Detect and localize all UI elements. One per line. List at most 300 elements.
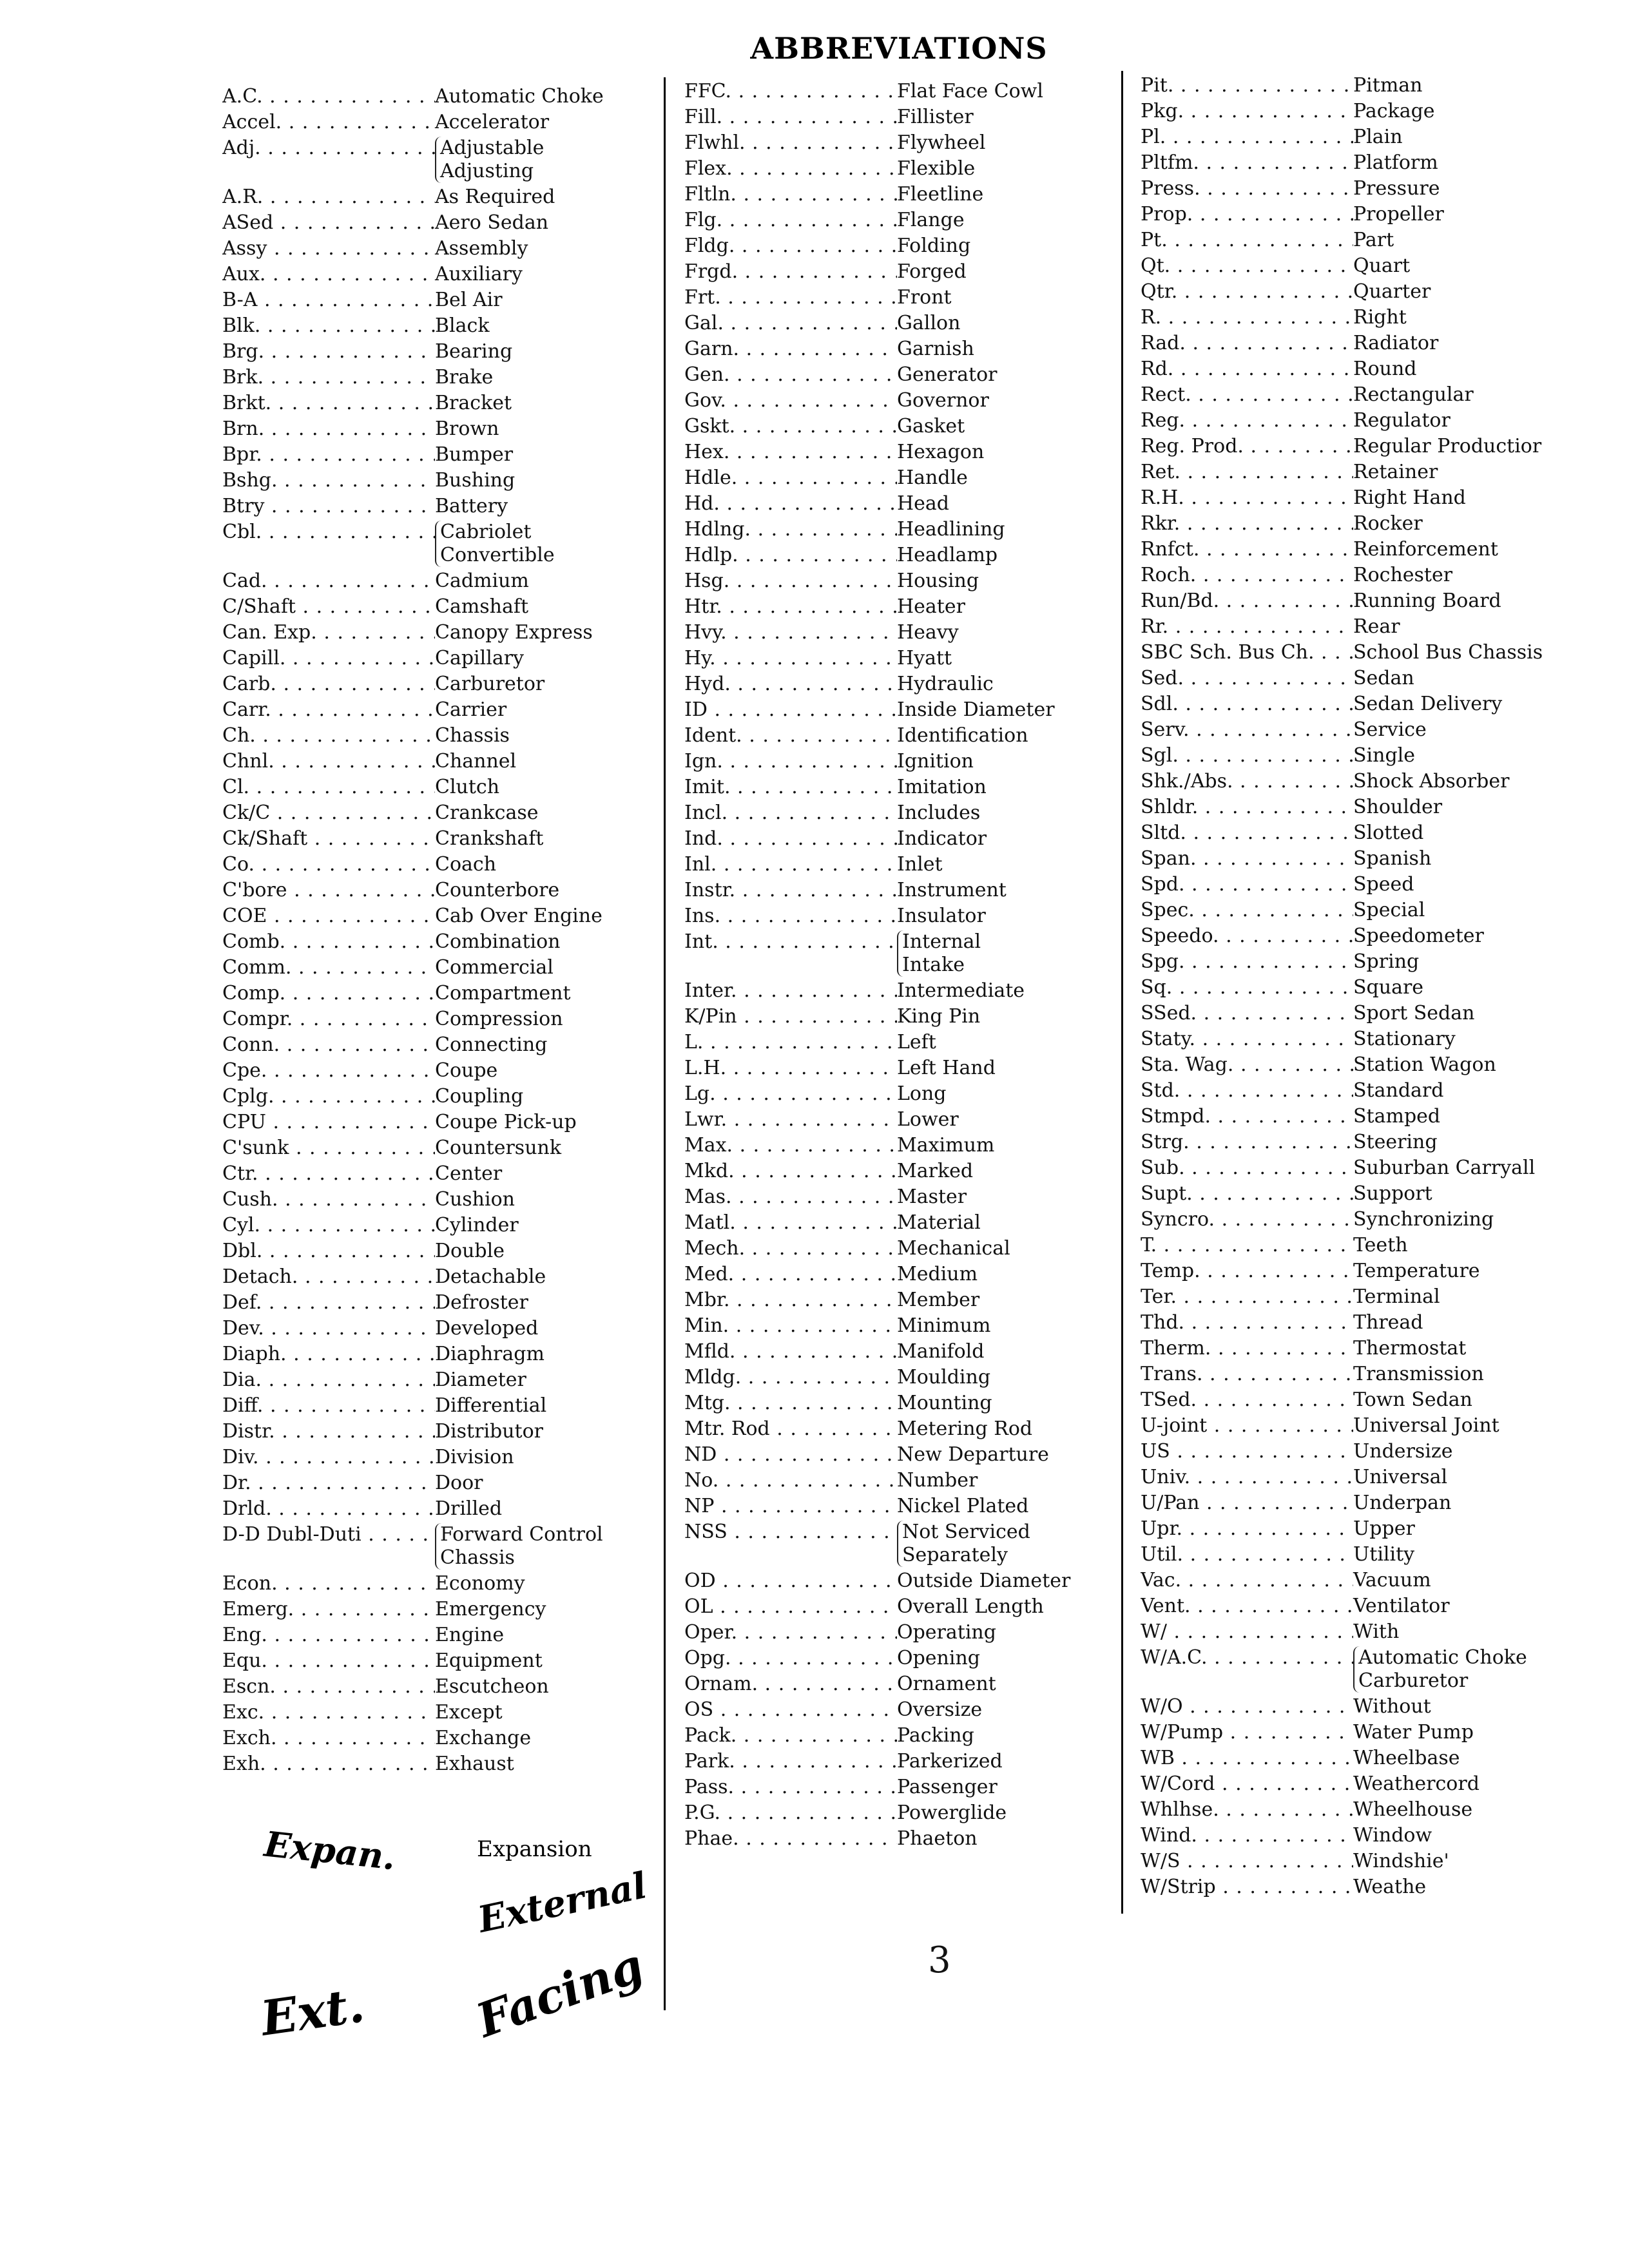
abbreviation-term: Lg. . . . — [684, 1082, 897, 1106]
abbreviation-meaning: Coach — [435, 853, 497, 876]
abbreviation-definitions — [897, 647, 952, 670]
abbreviation-term: R.H. . . . — [1141, 486, 1353, 510]
abbreviation-row — [1141, 461, 1592, 484]
abbreviation-meaning: Countersunk — [435, 1137, 562, 1159]
abbreviation-term: CPU . . . — [222, 1111, 435, 1134]
abbreviation-definitions — [1353, 1105, 1440, 1128]
abbreviation-term: L.H. . . . — [684, 1057, 897, 1080]
abbreviation-definitions — [897, 1108, 959, 1131]
abbreviation-definitions — [1353, 409, 1451, 432]
abbreviation-term: No. . . . — [684, 1469, 897, 1492]
abbreviation-definitions — [435, 1497, 502, 1521]
abbreviation-row — [684, 183, 1103, 206]
abbreviation-term: L. . . . — [684, 1031, 897, 1054]
abbreviation-definitions — [435, 802, 539, 825]
abbreviation-row — [222, 879, 641, 902]
abbreviation-term: Detach. . . . — [222, 1265, 435, 1289]
abbreviation-meaning: Undersize — [1353, 1440, 1453, 1463]
abbreviation-term: Hdle. . . . — [684, 466, 897, 490]
abbreviation-row — [1141, 1721, 1592, 1744]
abbreviation-row — [222, 1188, 641, 1211]
abbreviation-row — [684, 1595, 1103, 1619]
abbreviation-term: OS . . . — [684, 1698, 897, 1722]
abbreviation-term: Mtg. . . . — [684, 1392, 897, 1415]
abbreviation-meaning: With — [1353, 1620, 1400, 1643]
abbreviation-definitions — [897, 80, 1043, 103]
abbreviation-row — [222, 211, 641, 235]
abbreviation-meaning: Automatic Choke — [1358, 1646, 1527, 1669]
abbreviation-row — [1141, 435, 1592, 458]
abbreviation-definitions — [435, 1137, 561, 1160]
abbreviation-row — [1141, 822, 1592, 845]
abbreviation-definitions — [1353, 899, 1425, 922]
abbreviation-meaning: Universal Joint — [1353, 1414, 1499, 1437]
abbreviation-term: OD . . . — [684, 1570, 897, 1593]
abbreviation-row — [1141, 255, 1592, 278]
abbreviation-column-2 — [684, 80, 1103, 1853]
abbreviation-definitions — [1353, 847, 1431, 870]
abbreviation-term: Garn. . . . — [684, 338, 897, 361]
abbreviation-term: C'bore . . . — [222, 879, 435, 902]
abbreviation-term: W/Strip . . . — [1141, 1876, 1353, 1899]
abbreviation-definitions — [435, 1265, 546, 1289]
abbreviation-definitions — [1353, 1695, 1431, 1718]
abbreviation-meaning: Spanish — [1353, 847, 1432, 870]
abbreviation-meaning: Flexible — [897, 157, 976, 180]
abbreviation-meaning: Differential — [435, 1394, 547, 1417]
abbreviation-term: Trans. . . . — [1141, 1363, 1353, 1386]
abbreviation-meaning: Compression — [435, 1008, 563, 1030]
abbreviation-meaning: Chassis — [440, 1546, 515, 1569]
abbreviation-definitions — [1353, 358, 1417, 381]
abbreviation-meaning: Medium — [897, 1263, 978, 1285]
abbreviation-term: Aux. . . . — [222, 263, 435, 286]
abbreviation-meaning: Crankcase — [435, 802, 539, 824]
abbreviation-meaning: Maximum — [897, 1134, 995, 1157]
abbreviation-term: Span. . . . — [1141, 847, 1353, 870]
abbreviation-row — [1141, 1414, 1592, 1437]
abbreviation-definitions — [897, 209, 965, 232]
abbreviation-row — [222, 443, 641, 466]
abbreviation-term: Thd. . . . — [1141, 1311, 1353, 1334]
abbreviation-meaning: School Bus Chassis — [1353, 641, 1543, 664]
abbreviation-meaning: Combination — [435, 930, 561, 953]
abbreviation-meaning: Identification — [897, 724, 1028, 747]
abbreviation-definitions — [1353, 1414, 1499, 1437]
abbreviation-definitions — [1353, 615, 1400, 639]
abbreviation-term: Compr. . . . — [222, 1008, 435, 1031]
abbreviation-meaning: Auxiliary — [435, 263, 523, 285]
abbreviation-definitions — [1353, 332, 1438, 355]
abbreviation-row — [1141, 1876, 1592, 1899]
abbreviation-term: Mas. . . . — [684, 1186, 897, 1209]
abbreviation-term: Chnl. . . . — [222, 750, 435, 773]
abbreviation-meaning: Separately — [902, 1544, 1008, 1566]
abbreviation-meaning: Flywheel — [897, 131, 986, 154]
abbreviation-meaning: Diaphragm — [435, 1343, 545, 1365]
abbreviation-row — [1141, 1517, 1592, 1541]
abbreviation-row — [222, 698, 641, 722]
abbreviation-row — [222, 1394, 641, 1418]
abbreviation-row — [1141, 1208, 1592, 1231]
abbreviation-term: Int. . . . — [684, 930, 897, 954]
abbreviation-term: Inter. . . . — [684, 979, 897, 1003]
abbreviation-term: Qt. . . . — [1141, 255, 1353, 278]
abbreviation-term: Max. . . . — [684, 1134, 897, 1157]
abbreviation-term: Cad. . . . — [222, 570, 435, 593]
abbreviation-term: Shk./Abs. . . . — [1141, 770, 1353, 793]
abbreviation-term: Hdlng. . . . — [684, 518, 897, 541]
abbreviation-row — [684, 209, 1103, 232]
abbreviation-definitions — [435, 1162, 502, 1186]
abbreviation-definitions — [897, 1392, 992, 1415]
abbreviation-term: Comb. . . . — [222, 930, 435, 954]
handwritten-facing-def: Facing — [469, 1937, 651, 2048]
abbreviation-term: Stmpd. . . . — [1141, 1105, 1353, 1128]
abbreviation-meaning: Manifold — [897, 1340, 985, 1363]
abbreviation-row — [684, 1211, 1103, 1235]
abbreviation-definitions — [435, 1343, 545, 1366]
abbreviation-meaning: Single — [1353, 744, 1416, 767]
abbreviation-definitions — [897, 1776, 998, 1799]
abbreviation-term: Sgl. . . . — [1141, 744, 1353, 767]
abbreviation-term: Dia. . . . — [222, 1369, 435, 1392]
abbreviation-meaning: Counterbore — [435, 879, 560, 901]
abbreviation-term: Cyl. . . . — [222, 1214, 435, 1237]
abbreviation-row — [1141, 203, 1592, 226]
abbreviation-term: Oper. . . . — [684, 1621, 897, 1644]
abbreviation-meaning: Service — [1353, 718, 1427, 741]
abbreviation-definitions — [897, 1082, 947, 1106]
abbreviation-term: Def. . . . — [222, 1291, 435, 1314]
handwritten-expan-abbr: Expan. — [262, 1823, 398, 1878]
abbreviation-definitions — [897, 1005, 980, 1028]
abbreviation-row — [1141, 1260, 1592, 1283]
abbreviation-meaning: Overall Length — [897, 1595, 1044, 1618]
abbreviation-term: Accel. . . . — [222, 111, 435, 134]
abbreviation-term: Ch. . . . — [222, 724, 435, 747]
abbreviation-term: Sta. Wag. . . . — [1141, 1053, 1353, 1077]
abbreviation-term: Supt. . . . — [1141, 1182, 1353, 1206]
abbreviation-definitions — [435, 595, 528, 619]
abbreviation-term: Can. Exp. . . . — [222, 621, 435, 644]
abbreviation-definitions — [897, 1698, 982, 1722]
abbreviation-definitions — [435, 853, 496, 876]
abbreviation-meaning: Coupling — [435, 1085, 524, 1108]
abbreviation-row — [684, 157, 1103, 180]
abbreviation-row — [684, 286, 1103, 309]
abbreviation-term: Reg. . . . — [1141, 409, 1353, 432]
abbreviation-term: Exc. . . . — [222, 1701, 435, 1724]
abbreviation-row — [684, 260, 1103, 284]
abbreviation-term: Roch. . . . — [1141, 564, 1353, 587]
abbreviation-meaning: Capillary — [435, 647, 525, 669]
abbreviation-term: Brk. . . . — [222, 366, 435, 389]
abbreviation-meaning: Metering Rod — [897, 1418, 1033, 1440]
abbreviation-definitions — [435, 1033, 547, 1057]
abbreviation-meaning: Terminal — [1353, 1285, 1440, 1308]
abbreviation-definitions — [435, 1214, 519, 1237]
abbreviation-definitions — [897, 106, 974, 129]
abbreviation-meaning: New Departure — [897, 1443, 1049, 1466]
abbreviation-term: Exh. . . . — [222, 1753, 435, 1776]
abbreviation-term: Hyd. . . . — [684, 673, 897, 696]
abbreviation-meaning: Slotted — [1353, 822, 1424, 844]
abbreviation-definitions — [897, 363, 997, 387]
abbreviation-row — [1141, 1363, 1592, 1386]
abbreviation-term: Pltfm. . . . — [1141, 151, 1353, 175]
abbreviation-meaning: Pressure — [1353, 177, 1440, 200]
abbreviation-row — [222, 1085, 641, 1108]
abbreviation-definitions — [1353, 796, 1442, 819]
abbreviation-row — [684, 879, 1103, 902]
abbreviation-meaning: Instrument — [897, 879, 1007, 901]
abbreviation-definitions — [897, 131, 985, 155]
abbreviation-term: Rd. . . . — [1141, 358, 1353, 381]
abbreviation-definitions — [435, 340, 512, 363]
abbreviation-row — [1141, 383, 1592, 407]
abbreviation-meaning: Headlamp — [897, 544, 998, 566]
abbreviation-row — [1141, 1824, 1592, 1847]
abbreviation-row — [684, 389, 1103, 412]
abbreviation-term: Cl. . . . — [222, 776, 435, 799]
abbreviation-definitions — [435, 1675, 549, 1698]
abbreviation-row — [1141, 1079, 1592, 1102]
abbreviation-term: TSed. . . . — [1141, 1389, 1353, 1412]
abbreviation-row — [1141, 796, 1592, 819]
abbreviation-term: Med. . . . — [684, 1263, 897, 1286]
abbreviation-definitions — [435, 982, 571, 1005]
abbreviation-definitions — [897, 415, 965, 438]
abbreviation-term: Pkg. . . . — [1141, 100, 1353, 123]
abbreviation-definitions — [897, 260, 967, 284]
abbreviation-term: Mtr. Rod . . . — [684, 1418, 897, 1441]
abbreviation-definitions — [897, 338, 974, 361]
abbreviation-definitions — [897, 441, 984, 464]
abbreviation-meaning: Shoulder — [1353, 796, 1443, 818]
abbreviation-definitions — [435, 1446, 514, 1469]
abbreviation-term: US . . . — [1141, 1440, 1353, 1463]
abbreviation-term: Btry . . . — [222, 495, 435, 518]
abbreviation-meaning: Special — [1353, 899, 1425, 921]
abbreviation-row — [222, 1033, 641, 1057]
abbreviation-definitions — [1353, 1876, 1426, 1899]
abbreviation-term: NP . . . — [684, 1495, 897, 1518]
abbreviation-definitions — [435, 1059, 497, 1082]
abbreviation-row — [684, 1289, 1103, 1312]
abbreviation-meaning: Teeth — [1353, 1234, 1408, 1256]
abbreviation-meaning: Cab Over Engine — [435, 905, 602, 927]
abbreviation-definitions — [897, 879, 1007, 902]
abbreviation-definitions — [435, 1240, 505, 1263]
abbreviation-definitions — [1353, 151, 1438, 175]
abbreviation-row — [222, 85, 641, 108]
abbreviation-term: Pass. . . . — [684, 1776, 897, 1799]
abbreviation-definitions — [1353, 1824, 1432, 1847]
abbreviation-term: ASed . . . — [222, 211, 435, 235]
abbreviation-meaning: Convertible — [440, 544, 555, 566]
abbreviation-row — [222, 647, 641, 670]
abbreviation-term: W/Pump . . . — [1141, 1721, 1353, 1744]
handwritten-external-def: External — [474, 1864, 651, 1941]
abbreviation-row — [222, 1111, 641, 1134]
abbreviation-meaning: Plain — [1353, 126, 1403, 148]
abbreviation-term: Ornam. . . . — [684, 1673, 897, 1696]
abbreviation-meaning: Minimum — [897, 1314, 991, 1337]
abbreviation-definitions — [1353, 718, 1427, 742]
abbreviation-term: Mech. . . . — [684, 1237, 897, 1260]
abbreviation-meaning: Opening — [897, 1647, 980, 1669]
abbreviation-row — [684, 1082, 1103, 1106]
abbreviation-definitions — [435, 750, 516, 773]
abbreviation-row — [222, 1137, 641, 1160]
abbreviation-term: Rr. . . . — [1141, 615, 1353, 639]
abbreviation-row — [684, 930, 1103, 977]
abbreviation-meaning: Number — [897, 1469, 978, 1492]
abbreviation-meaning: Moulding — [897, 1366, 991, 1389]
abbreviation-term: Fltln. . . . — [684, 183, 897, 206]
abbreviation-term: Pt. . . . — [1141, 229, 1353, 252]
abbreviation-meaning: Propeller — [1353, 203, 1444, 226]
abbreviation-term: Min. . . . — [684, 1314, 897, 1338]
abbreviation-row — [222, 495, 641, 518]
abbreviation-term: Gen. . . . — [684, 363, 897, 387]
abbreviation-term: Hex. . . . — [684, 441, 897, 464]
abbreviation-term: Brn. . . . — [222, 418, 435, 441]
abbreviation-term: Matl. . . . — [684, 1211, 897, 1235]
abbreviation-meaning: Spring — [1353, 950, 1420, 973]
abbreviation-definitions — [1353, 1773, 1480, 1796]
abbreviation-definitions — [897, 1340, 984, 1363]
abbreviation-row — [222, 1343, 641, 1366]
abbreviation-meaning: Assembly — [435, 237, 528, 260]
abbreviation-meaning: Powerglide — [897, 1802, 1007, 1824]
abbreviation-definitions — [897, 1314, 990, 1338]
abbreviation-definitions — [435, 211, 548, 235]
abbreviation-definitions — [897, 1621, 996, 1644]
abbreviation-meaning: Governor — [897, 389, 989, 412]
abbreviation-row — [222, 521, 641, 567]
abbreviation-definitions — [435, 1291, 528, 1314]
abbreviation-meaning: Steering — [1353, 1131, 1438, 1153]
abbreviation-row — [684, 802, 1103, 825]
abbreviation-term: Spg. . . . — [1141, 950, 1353, 974]
abbreviation-definitions — [897, 1521, 1030, 1567]
abbreviation-definitions — [435, 1624, 504, 1647]
abbreviation-definitions — [897, 1263, 978, 1286]
abbreviation-definitions — [897, 1443, 1049, 1466]
abbreviation-term: Spec. . . . — [1141, 899, 1353, 922]
abbreviation-meaning: Upper — [1353, 1517, 1415, 1540]
abbreviation-term: Brg. . . . — [222, 340, 435, 363]
abbreviation-meaning: Head — [897, 492, 950, 515]
abbreviation-meaning: Insulator — [897, 905, 986, 927]
abbreviation-term: Assy . . . — [222, 237, 435, 260]
abbreviation-row — [684, 595, 1103, 619]
abbreviation-meaning: Ignition — [897, 750, 974, 773]
abbreviation-row — [684, 441, 1103, 464]
abbreviation-meaning: Bushing — [435, 469, 516, 492]
abbreviation-meaning: Escutcheon — [435, 1675, 549, 1698]
abbreviation-meaning: Imitation — [897, 776, 987, 798]
abbreviation-term: Reg. Prod. . . . — [1141, 435, 1353, 458]
abbreviation-definitions — [1353, 770, 1509, 793]
abbreviation-term: Bshg. . . . — [222, 469, 435, 492]
abbreviation-meaning: Standard — [1353, 1079, 1444, 1102]
abbreviation-meaning: Mechanical — [897, 1237, 1010, 1260]
abbreviation-row — [222, 1727, 641, 1750]
abbreviation-meaning: Brown — [435, 418, 499, 440]
abbreviation-definitions — [435, 1727, 531, 1750]
abbreviation-definitions — [897, 492, 949, 515]
abbreviation-meaning: Round — [1353, 358, 1417, 380]
abbreviation-definitions — [435, 879, 559, 902]
abbreviation-definitions — [435, 621, 593, 644]
abbreviation-row — [684, 647, 1103, 670]
abbreviation-row — [684, 1031, 1103, 1054]
abbreviation-meaning: Package — [1353, 100, 1435, 122]
abbreviation-row — [222, 930, 641, 954]
abbreviation-meaning: Generator — [897, 363, 998, 386]
abbreviation-meaning: Window — [1353, 1824, 1432, 1847]
abbreviation-meaning: Member — [897, 1289, 980, 1311]
abbreviation-meaning: Cushion — [435, 1188, 515, 1211]
abbreviation-row — [222, 982, 641, 1005]
abbreviation-meaning: Equipment — [435, 1649, 543, 1672]
abbreviation-row — [222, 724, 641, 747]
abbreviation-meaning: Master — [897, 1186, 967, 1208]
abbreviation-definitions — [897, 802, 980, 825]
abbreviation-row — [1141, 770, 1592, 793]
abbreviation-row — [222, 827, 641, 850]
abbreviation-term: Brkt. . . . — [222, 392, 435, 415]
abbreviation-definitions — [435, 827, 543, 850]
abbreviation-meaning: Battery — [435, 495, 508, 517]
abbreviation-definitions — [435, 237, 528, 260]
abbreviation-row — [684, 1392, 1103, 1415]
abbreviation-term: Shldr. . . . — [1141, 796, 1353, 819]
abbreviation-row — [1141, 177, 1592, 200]
abbreviation-definitions — [435, 1701, 503, 1724]
abbreviation-definitions — [897, 518, 1005, 541]
abbreviation-term: A.R. . . . — [222, 186, 435, 209]
abbreviation-definitions — [1353, 1157, 1535, 1180]
abbreviation-meaning: Hydraulic — [897, 673, 994, 695]
abbreviation-row — [684, 1802, 1103, 1825]
abbreviation-term: W/S . . . — [1141, 1850, 1353, 1873]
abbreviation-row — [1141, 1311, 1592, 1334]
abbreviation-term: Strg. . . . — [1141, 1131, 1353, 1154]
abbreviation-row — [684, 1776, 1103, 1799]
abbreviation-definitions — [897, 1724, 974, 1747]
abbreviation-meaning: Black — [435, 314, 490, 337]
abbreviation-row — [1141, 1747, 1592, 1770]
abbreviation-row — [684, 1340, 1103, 1363]
abbreviation-row — [1141, 1028, 1592, 1051]
abbreviation-term: Htr. . . . — [684, 595, 897, 619]
abbreviation-term: Cplg. . . . — [222, 1085, 435, 1108]
abbreviation-meaning: Flange — [897, 209, 965, 231]
abbreviation-definitions — [435, 956, 554, 979]
abbreviation-row — [222, 237, 641, 260]
abbreviation-meaning: Automatic Choke — [435, 85, 604, 108]
abbreviation-term: Frgd. . . . — [684, 260, 897, 284]
abbreviation-definitions — [1353, 1260, 1480, 1283]
abbreviation-meaning: Right Hand — [1353, 486, 1466, 509]
abbreviation-row — [1141, 1157, 1592, 1180]
abbreviation-term: Ident. . . . — [684, 724, 897, 747]
abbreviation-definitions — [435, 570, 529, 593]
